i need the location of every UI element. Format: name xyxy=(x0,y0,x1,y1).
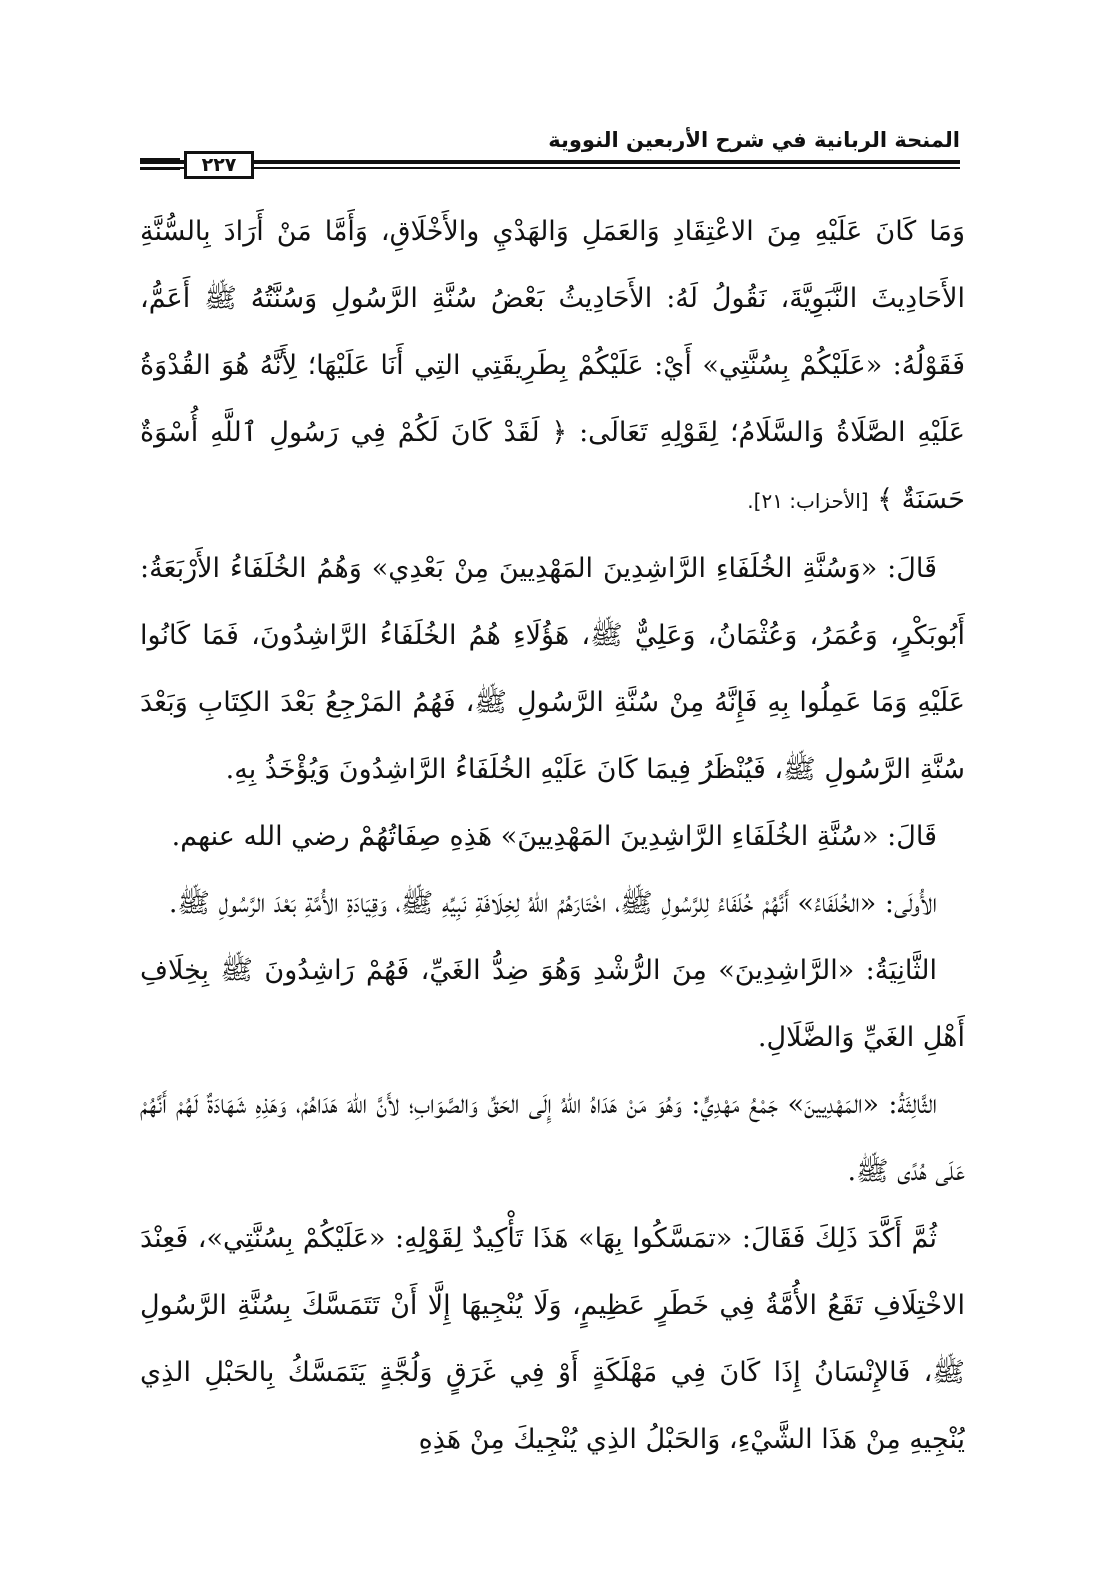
quran-citation: [الأحزاب: ٢١]. xyxy=(747,489,869,513)
paragraph-5 xyxy=(140,937,965,1071)
paragraph-3-text: قَالَ: «سُنَّةِ الخُلَفَاءِ الرَّاشِدِينَ المَهْدِيينَ» هَذِهِ صِفَاتُهُمْ رضي الله عنهم. xyxy=(171,821,937,852)
paragraph-7 xyxy=(140,1205,965,1473)
header-rule-stub-top xyxy=(140,158,180,162)
paragraph-1-text: وَمَا كَانَ عَلَيْهِ مِنَ الاعْتِقَادِ وَالعَمَلِ وَالهَدْيِ والأَخْلَاقِ، وَأَمَّا مَنْ أَرَادَ بِالسُّنَّةِ الأَحَادِيثَ النَّبَوِيَّةَ، نَقُولُ لَهُ: الأَحَادِيثُ بَعْضُ سُنَّةِ الرَّسُولِ وَسُنَّتُهُ ﷺ أَعَمُّ، فَقَوْلُهُ: «عَلَيْكُمْ بِسُنَّتِي» أَيْ: عَلَيْكُمْ بِطَرِيقَتِي التِي أَنَا عَلَيْهَا؛ لِأَنَّهُ هُوَ القُدْوَةُ عَلَيْهِ الصَّلَاةُ وَالسَّلَامُ؛ لِقَوْلِهِ تَعَالَى: ﴿ لَقَدْ كَانَ لَكُمْ فِي رَسُولِ ٱللَّهِ أُسْوَةٌ حَسَنَةٌ ﴾ xyxy=(140,216,965,515)
page-header xyxy=(140,118,960,178)
paragraph-1 xyxy=(140,198,965,535)
paragraph-6-text: الثَّالِثَةُ: «المَهْدِيينَ» جَمْعُ مَهْدِيٍّ: وَهُوَ مَنْ هَدَاهُ اللهُ إِلَى الحَقِّ وَالصَّوَابِ؛ لأَنَّ اللهَ هَدَاهُمْ، وَهَذِهِ شَهَادَةٌ لَهُمْ أَنَّهُمْ عَلَى هُدًى ﷺ. xyxy=(140,1089,965,1187)
page-number: ٢٢٧ xyxy=(184,151,254,179)
paragraph-7-text: ثُمَّ أَكَّدَ ذَلِكَ فَقَالَ: «تمَسَّكُوا بِهَا» هَذَا تَأْكِيدٌ لِقَوْلِهِ: «عَلَيْكُمْ بِسُنَّتِي»، فَعِنْدَ الاخْتِلَافِ تَقَعُ الأُمَّةُ فِي خَطَرٍ عَظِيمٍ، وَلَا يُنْجِيهَا إِلَّا أَنْ تَتَمَسَّكَ بِسُنَّةِ الرَّسُولِ ﷺ، فَالإِنْسَانُ إِذَا كَانَ فِي مَهْلَكَةٍ أَوْ فِي غَرَقٍ وَلُجَّةٍ يَتَمَسَّكُ بِالحَبْلِ الذِي يُنْجِيهِ مِنْ هَذَا الشَّيْءِ، وَالحَبْلُ الذِي يُنْجِيكَ مِنْ هَذِهِ xyxy=(140,1223,965,1455)
header-rule-thick xyxy=(140,160,960,164)
paragraph-2 xyxy=(140,535,965,803)
header-rule-stub-bottom xyxy=(140,167,180,170)
paragraph-4-text: الأُولَى: «الخُلَفَاءُ» أَنَّهُمْ خُلَفَاءُ لِلرَّسُولِ ﷺ، اخْتَارَهُمُ اللهُ لِخِلَافَةِ نَبِيِّهِ ﷺ، وَقِيَادَةِ الأُمَّةِ بَعْدَ الرَّسُولِ ﷺ. xyxy=(168,888,937,919)
paragraph-4 xyxy=(140,870,965,937)
page-body xyxy=(140,198,965,1498)
paragraph-3 xyxy=(140,803,965,870)
running-title: المنحة الربانية في شرح الأربعين النووية xyxy=(548,128,960,152)
header-rule-thin xyxy=(140,167,960,169)
paragraph-5-text: الثَّانِيَةُ: «الرَّاشِدِينَ» مِنَ الرُّشْدِ وَهُوَ ضِدُّ الغَيِّ، فَهُمْ رَاشِدُونَ ﷺ بِخِلَافِ أَهْلِ الغَيِّ وَالضَّلَالِ. xyxy=(140,955,965,1053)
paragraph-6 xyxy=(140,1071,965,1205)
paragraph-2-text: قَالَ: «وَسُنَّةِ الخُلَفَاءِ الرَّاشِدِينَ المَهْدِيينَ مِنْ بَعْدِي» وَهُمُ الخُلَفَاءُ الأَرْبَعَةُ: أَبُوبَكْرٍ، وَعُمَرُ، وَعُثْمَانُ، وَعَلِيٌّ ﷺ، هَؤُلَاءِ هُمُ الخُلَفَاءُ الرَّاشِدُونَ، فَمَا كَانُوا عَلَيْهِ وَمَا عَمِلُوا بِهِ فَإِنَّهُ مِنْ سُنَّةِ الرَّسُولِ ﷺ، فَهُمُ المَرْجِعُ بَعْدَ الكِتَابِ وَبَعْدَ سُنَّةِ الرَّسُولِ ﷺ، فَيُنْظَرُ فِيمَا كَانَ عَلَيْهِ الخُلَفَاءُ الرَّاشِدُونَ وَيُؤْخَذُ بِهِ. xyxy=(140,553,965,785)
